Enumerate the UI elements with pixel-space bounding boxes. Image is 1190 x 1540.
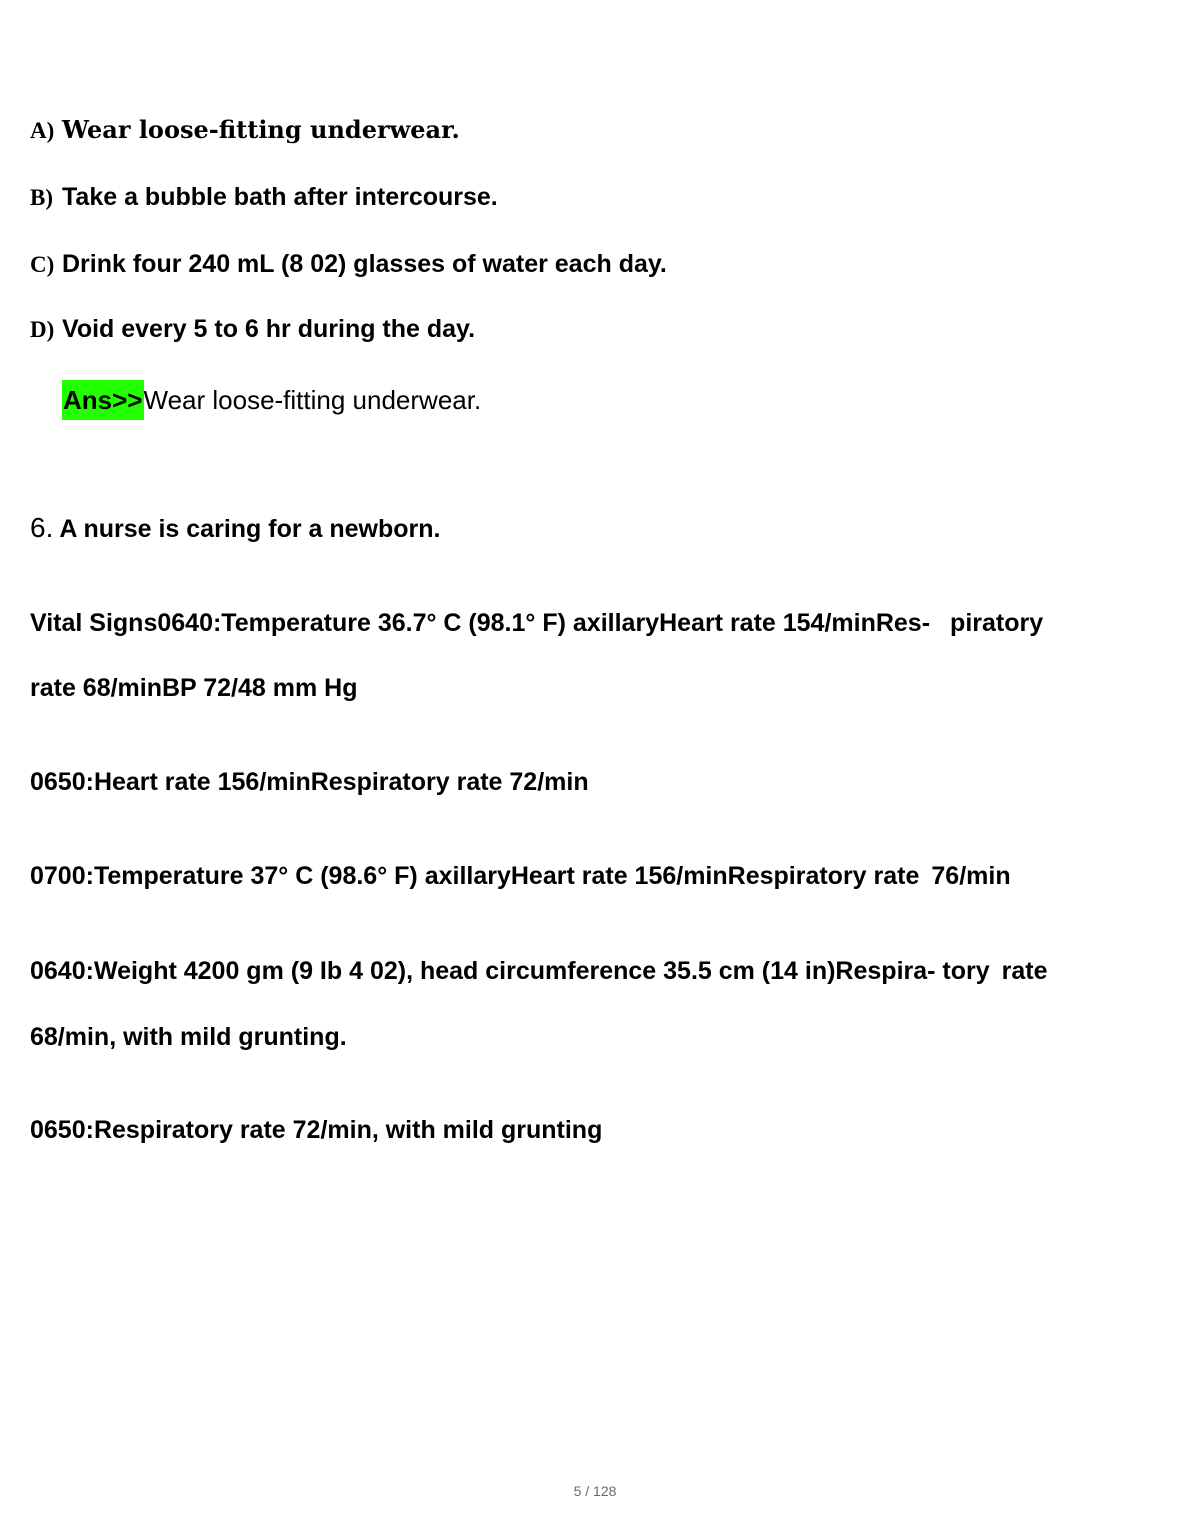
option-a-text: Wear loose-fitting underwear. [62,115,460,144]
option-a-letter: A) [30,118,55,143]
option-b-text: Take a bubble bath after intercourse. [62,183,498,211]
option-b [30,181,498,214]
vitals-line-5b: rate [1001,957,1048,985]
question-header [30,512,440,545]
vitals-line-4 [30,860,1011,892]
option-c-text: Drink four 240 mL (8 02) glasses of water each day. [62,250,667,278]
option-a [30,114,460,147]
vitals-line-7: 0650:Respiratory rate 72/min, with mild grunting [30,1116,603,1144]
vitals-line-5 [30,955,1048,987]
option-d-text: Void every 5 to 6 hr during the day. [62,315,476,343]
option-b-letter: B) [30,185,53,210]
option-c [30,248,667,281]
question-number: 6. [30,512,54,543]
question-text: A nurse is caring for a newborn. [59,515,441,543]
answer-label: Ans>> [62,380,144,420]
vitals-line-4a: 0700:Temperature 37° C (98.6° F) axillaryHeart rate 156/minRespiratory rate [30,862,920,890]
vitals-line-2: rate 68/minBP 72/48 mm Hg [30,674,358,702]
option-d [30,313,475,346]
vitals-line-5a: 0640:Weight 4200 gm (9 Ib 4 02), head circumference 35.5 cm (14 in)Respira- tory [30,957,990,985]
vitals-line-6: 68/min, with mild grunting. [30,1023,347,1051]
vitals-line-1b: piratory [950,609,1044,637]
vitals-line-4b: 76/min [931,862,1011,890]
option-d-letter: D) [30,317,55,342]
vitals-line-1 [30,607,1160,639]
answer-text: Wear loose-fitting underwear. [143,385,482,415]
vitals-line-3: 0650:Heart rate 156/minRespiratory rate 72/min [30,768,589,796]
answer-line [62,380,481,420]
option-c-letter: C) [30,252,55,277]
page-number: 5 / 128 [573,1483,617,1499]
vitals-line-1a: Vital Signs0640:Temperature 36.7° C (98.1° F) axillaryHeart rate 154/minRes- [30,609,931,637]
